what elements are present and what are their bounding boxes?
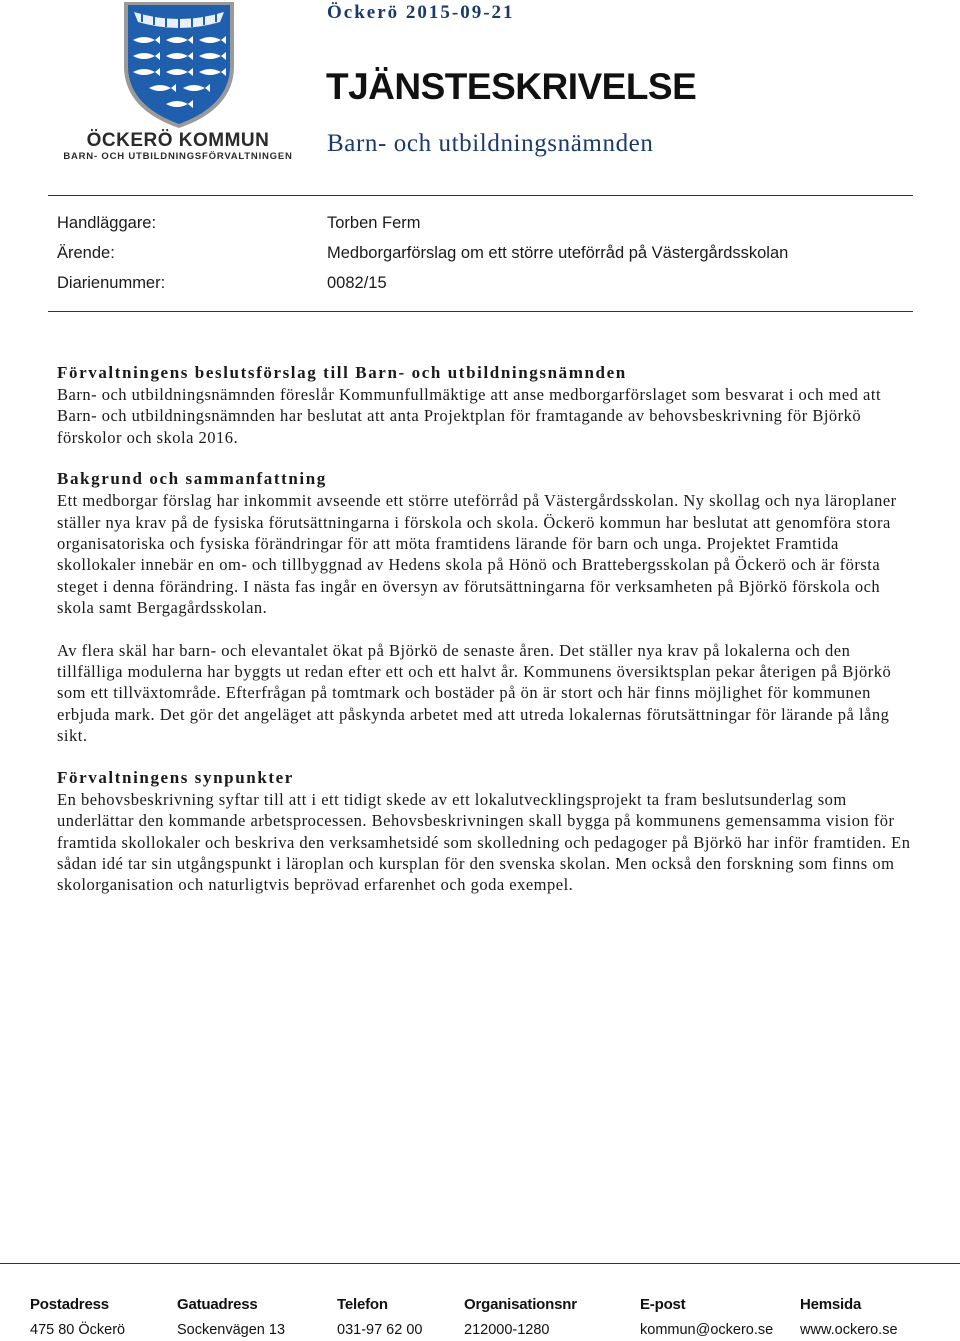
footer-phone [337, 1296, 422, 1338]
section-paragraph: Barn- och utbildningsnämnden föreslår Kommunfullmäktige att anse medborgarförslaget som besvarat i och med att Barn- och utbildningsnämnden har beslutat att anta Projektplan för framtagande av behovsbeskrivning för Björkö förskolor och skola 2016. [57, 385, 882, 447]
document-body [57, 362, 917, 916]
footer-org-number [464, 1296, 577, 1338]
document-title: TJÄNSTESKRIVELSE [326, 66, 697, 107]
handler-value: Torben Ferm [327, 214, 421, 232]
footer-label: Hemsida [800, 1296, 862, 1313]
footer-postal-address [30, 1296, 125, 1338]
footer-value: 212000-1280 [464, 1322, 550, 1338]
document-date: Öckerö 2015-09-21 [327, 2, 515, 23]
footer-value: 475 80 Öckerö [30, 1322, 126, 1338]
section-decision-proposal [57, 362, 917, 448]
municipality-logo [58, 0, 298, 165]
organization-name: ÖCKERÖ KOMMUN [86, 130, 270, 151]
handler-label: Handläggare: [57, 214, 157, 232]
footer-website [800, 1296, 898, 1338]
footer-value: Sockenvägen 13 [177, 1322, 286, 1338]
header-divider [48, 195, 913, 196]
footer-label: Gatuadress [177, 1296, 258, 1313]
footer-label: Postadress [30, 1296, 109, 1313]
footer-value[interactable]: www.ockero.se [800, 1322, 898, 1338]
footer-value[interactable]: kommun@ockero.se [640, 1322, 774, 1338]
metadata-divider [48, 311, 913, 312]
case-value: Medborgarförslag om ett större uteförråd på Västergårdsskolan [327, 244, 789, 262]
footer-label: Telefon [337, 1296, 388, 1313]
footer-divider [0, 1263, 960, 1264]
section-paragraph: Av flera skäl har barn- och elevantalet ökat på Björkö de senaste åren. Det ställer nya krav på lokalerna och den tillfälliga modulerna har byggts ut redan efter ett och ett halvt år. Kommunens översiktsplan pekar återigen på Björkö som ett tillväxtområde. Efterfrågan på tomtmark och bostäder på ön är stort och här finns möjlighet för kommunen erbjuda mark. Det gör det angeläget att påskynda arbetet med att utreda lokalernas förutsättningar för lärande på lång sikt. [57, 640, 892, 746]
footer-email [640, 1296, 773, 1338]
section-heading: Förvaltningens synpunkter [57, 767, 294, 787]
footer-label: E-post [640, 1296, 686, 1313]
section-paragraph: Ett medborgar förslag har inkommit avseende ett större uteförråd på Västergårdsskolan. Ny skollag och nya läroplaner ställer nya krav på de fysiska förutsättningarna i förskola och skola. Öckerö kommun har beslutat att genomföra stora organisatoriska och fysiska förändringar för att möta framtidens lärande för barn och unga. Projektet Framtida skollokaler innebär en om- och tillbyggnad av Hedens skola på Hönö och Brattebergsskolan på Öckerö och är första steget i denna förändring. I nästa fas ingår en översyn av förutsättningarna för verksamheten på Björkö förskola och skola samt Bergagårdsskolan. [57, 491, 897, 618]
section-paragraph: En behovsbeskrivning syftar till att i ett tidigt skede av ett lokalutvecklingsprojekt ta fram beslutsunderlag som underlättar den kommande arbetsprocessen. Behovsbeskrivningen skall bygga på kommunens gemensamma vision för framtida skollokaler och beskriva den verksamhetsidé som skolledning och pedagoger på Björkö har inför framtiden. En sådan idé tar sin utgångspunkt i läroplan och kursplan för den svenska skolan. Men också den forskning som finns om skolorganisation och naturligtvis beprövad erfarenhet och goda exempel. [57, 789, 911, 895]
organization-subtitle: BARN- OCH UTBILDNINGSFÖRVALTNINGEN [63, 151, 293, 162]
committee-name: Barn- och utbildningsnämnden [327, 130, 654, 157]
registration-number-label: Diarienummer: [57, 274, 166, 292]
footer-value: 031-97 62 00 [337, 1322, 423, 1338]
coat-of-arms-icon [58, 0, 298, 130]
case-label: Ärende: [57, 244, 115, 262]
section-heading: Bakgrund och sammanfattning [57, 469, 327, 489]
footer-label: Organisationsnr [464, 1296, 577, 1313]
section-heading: Förvaltningens beslutsförslag till Barn- och utbildningsnämnden [57, 363, 627, 382]
footer-street-address [177, 1296, 285, 1338]
registration-number-value: 0082/15 [327, 274, 387, 292]
section-background [57, 468, 917, 746]
section-administration-views [57, 767, 917, 896]
